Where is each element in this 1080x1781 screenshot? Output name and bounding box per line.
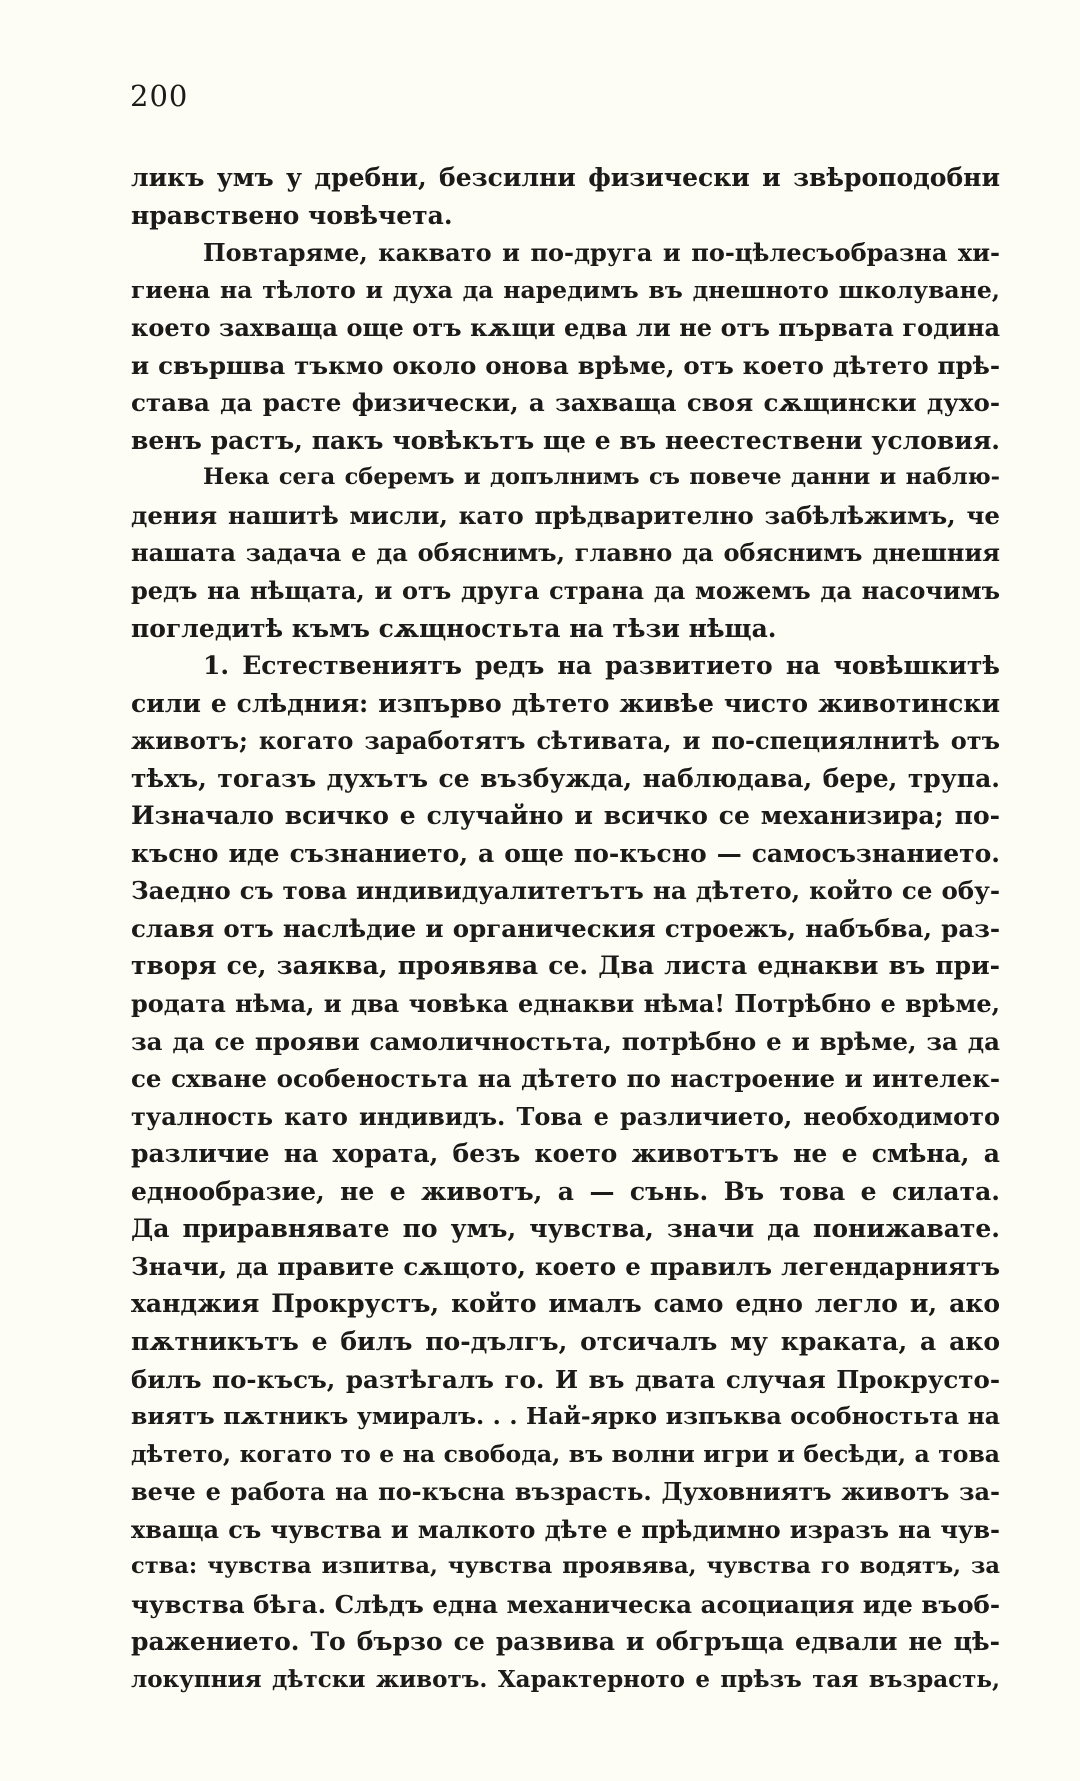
body-text — [131, 159, 1000, 1698]
text-line: редъ на нѣщата, и отъ друга страна да можемъ да насочимъ — [131, 576, 1000, 606]
text-line: туалность като индивидъ. Това е различието, необходимото — [131, 1101, 1000, 1131]
text-line: погледитѣ къмъ сѫщностьта на тѣзи нѣща. — [131, 613, 777, 643]
text-line: локупния дѣтски животъ. Характерното е прѣзъ тая възрасть, — [131, 1665, 1000, 1693]
text-line: чувства бѣга. Слѣдъ една механическа асоциация иде въоб- — [131, 1589, 1000, 1619]
text-line: дения нашитѣ мисли, като прѣдварително забѣлѣжимъ, че — [131, 500, 1000, 530]
text-line: ства: чувства изпитва, чувства проявява, чувства го водятъ, за — [131, 1553, 1000, 1580]
text-line: което захваща още отъ кѫщи едва ли не отъ първата година — [131, 313, 1000, 343]
text-line: пѫтникътъ е билъ по-дългъ, отсичалъ му краката, а ако — [131, 1326, 1000, 1356]
text-line: сили е слѣдния: изпърво дѣтето живѣе чисто животински — [131, 688, 1000, 718]
text-line: венъ растъ, пакъ човѣкътъ ще е въ неестествени условия. — [131, 425, 1000, 455]
text-line: билъ по-късъ, разтѣгалъ го. И въ двата случая Прокрусто- — [131, 1364, 1000, 1394]
text-line: еднообразие, не е животъ, а — сънь. Въ това е силата. — [131, 1176, 1000, 1206]
text-line: славя отъ наслѣдие и органическия строежъ, набъбва, раз- — [131, 913, 1000, 943]
text-line: Изначало всичко е случайно и всичко се механизира; по- — [131, 801, 1000, 831]
paragraph-start-line: 1. Естествениятъ редъ на развитието на човѣшкитѣ — [203, 651, 1000, 681]
text-line: дѣтето, когато то е на свобода, въ волни игри и бесѣди, а това — [131, 1439, 1000, 1468]
text-line: творя се, заяква, проявява се. Два листа еднакви въ при- — [131, 951, 1000, 981]
paragraph-start-line: Повтаряме, каквато и по-друга и по-цѣлесъобразна хи- — [203, 238, 1000, 268]
text-line: късно иде съзнанието, а още по-късно — самосъзнанието. — [131, 838, 1000, 868]
text-line: ликъ умъ у дребни, безсилни физически и звѣроподобни — [131, 163, 1000, 192]
text-line: става да расте физически, а захваща своя сѫщински духо- — [131, 388, 1000, 418]
text-line: нравствено човѣчета. — [131, 200, 453, 230]
text-line: Заедно съ това индивидуалитетътъ на дѣтето, който се обу- — [131, 876, 1000, 906]
text-line: ражението. То бързо се развива и обгръща едвали не цѣ- — [131, 1627, 1000, 1657]
paragraph-start-line: Нека сега сберемъ и допълнимъ съ повече данни и наблю- — [203, 464, 1000, 491]
text-line: различие на хората, безъ което животътъ не е смѣна, а — [131, 1139, 1000, 1169]
text-line: нашата задача е да обяснимъ, главно да обяснимъ днешния — [131, 538, 1000, 568]
text-line: и свършва тъкмо около онова врѣме, отъ което дѣтето прѣ- — [131, 350, 1000, 380]
text-line: вече е работа на по-късна възрасть. Духовниятъ животъ за- — [131, 1477, 1000, 1507]
text-line: виятъ пѫтникъ умиралъ. . . Най-ярко изпъква особностьта на — [131, 1402, 1000, 1431]
text-line: животъ; когато заработятъ сѣтивата, и по-специялнитѣ отъ — [131, 726, 1000, 756]
text-line: родата нѣма, и два човѣка еднакви нѣма! Потрѣбно е врѣме, — [131, 989, 1000, 1019]
text-line: Значи, да правите сѫщото, което е правилъ легендарниятъ — [131, 1251, 1000, 1281]
text-line: Да приравнявате по умъ, чувства, значи да понижавате. — [131, 1214, 1000, 1244]
text-line: за да се прояви самоличностьта, потрѣбно е и врѣме, за да — [131, 1026, 1000, 1056]
text-line: се схване особеностьта на дѣтето по настроение и интелек- — [131, 1064, 1000, 1094]
text-line: хваща съ чувства и малкото дѣте е прѣдимно изразъ на чув- — [131, 1514, 1000, 1544]
text-line: ханджия Прокрустъ, който ималъ само едно легло и, ако — [131, 1289, 1000, 1319]
page-number: 200 — [130, 79, 189, 113]
text-line: тѣхъ, тогазъ духътъ се възбужда, наблюдава, бере, трупа. — [131, 763, 1000, 793]
text-line: гиена на тѣлото и духа да наредимъ въ днешното школуване, — [131, 275, 1000, 304]
